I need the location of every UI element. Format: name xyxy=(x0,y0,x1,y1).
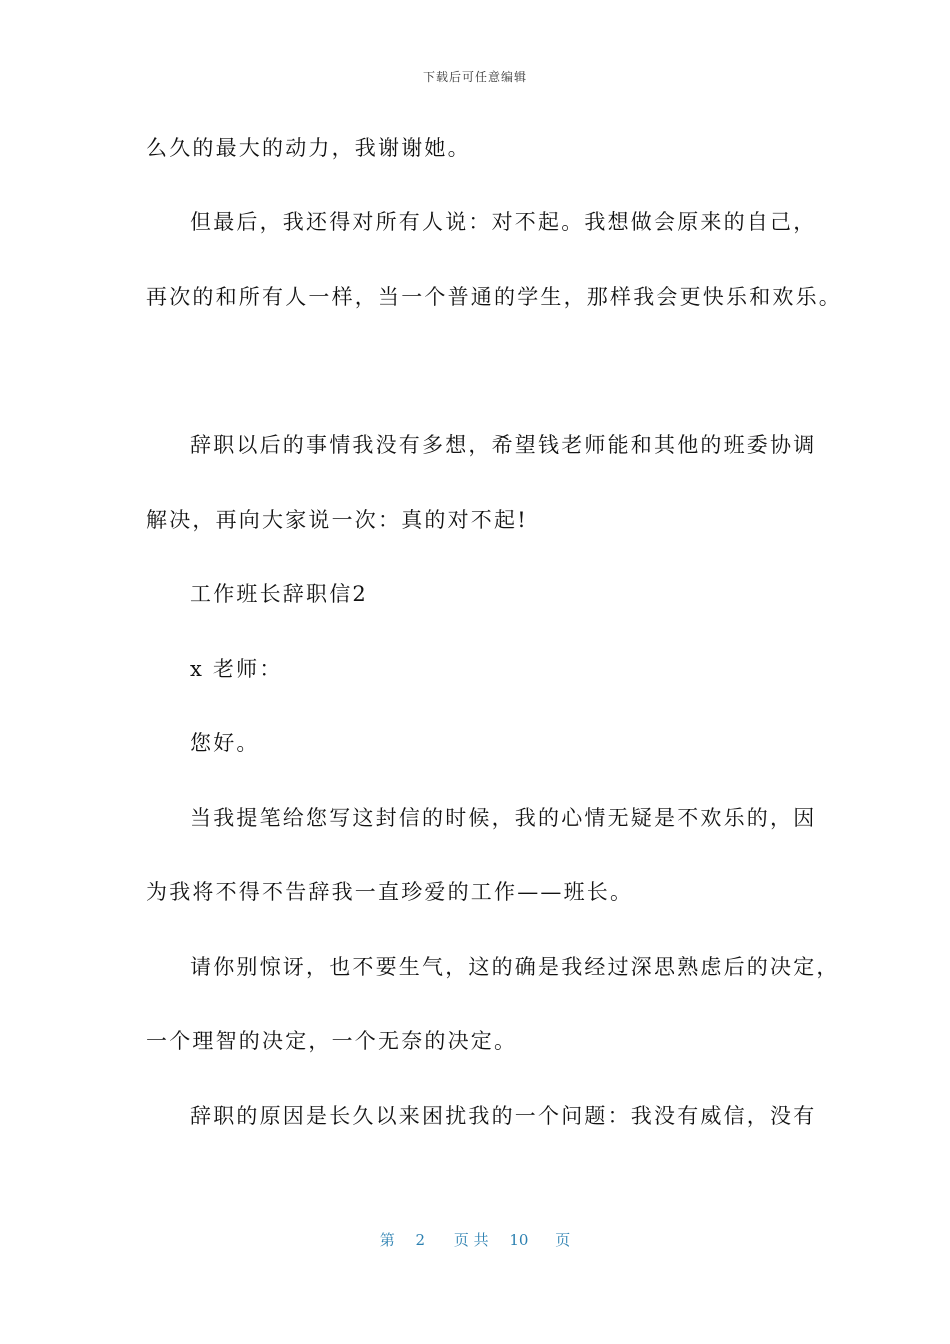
salutation: x 老师： xyxy=(190,657,283,681)
paragraph-line: 为我将不得不告辞我一直珍爱的工作——班长。 xyxy=(146,880,634,904)
paragraph-line: 辞职的原因是长久以来困扰我的一个问题：我没有威信，没有 xyxy=(190,1104,817,1128)
paragraph-line: 一个理智的决定，一个无奈的决定。 xyxy=(146,1029,518,1053)
page-footer xyxy=(0,1229,950,1250)
paragraph-line: 么久的最大的动力，我谢谢她。 xyxy=(146,136,471,160)
page-label-mid: 页 共 xyxy=(453,1231,489,1249)
paragraph-line: 但最后，我还得对所有人说：对不起。我想做会原来的自己， xyxy=(190,210,817,234)
paragraph-line: 解决，再向大家说一次：真的对不起! xyxy=(146,508,528,532)
section-title: 工作班长辞职信2 xyxy=(190,582,368,606)
page-label-pre: 第 xyxy=(379,1231,395,1249)
header-note: 下载后可任意编辑 xyxy=(422,70,527,84)
greeting: 您好。 xyxy=(190,731,260,755)
total-pages-number: 10 xyxy=(509,1231,529,1249)
paragraph-line: 再次的和所有人一样，当一个普通的学生，那样我会更快乐和欢乐。 xyxy=(146,285,842,309)
paragraph-line: 当我提笔给您写这封信的时候，我的心情无疑是不欢乐的，因 xyxy=(190,806,817,830)
paragraph-line: 辞职以后的事情我没有多想，希望钱老师能和其他的班委协调 xyxy=(190,433,817,457)
current-page-number: 2 xyxy=(415,1231,426,1249)
paragraph-line: 请你别惊讶，也不要生气，这的确是我经过深思熟虑后的决定， xyxy=(190,955,840,979)
page-label-post: 页 xyxy=(555,1231,571,1249)
